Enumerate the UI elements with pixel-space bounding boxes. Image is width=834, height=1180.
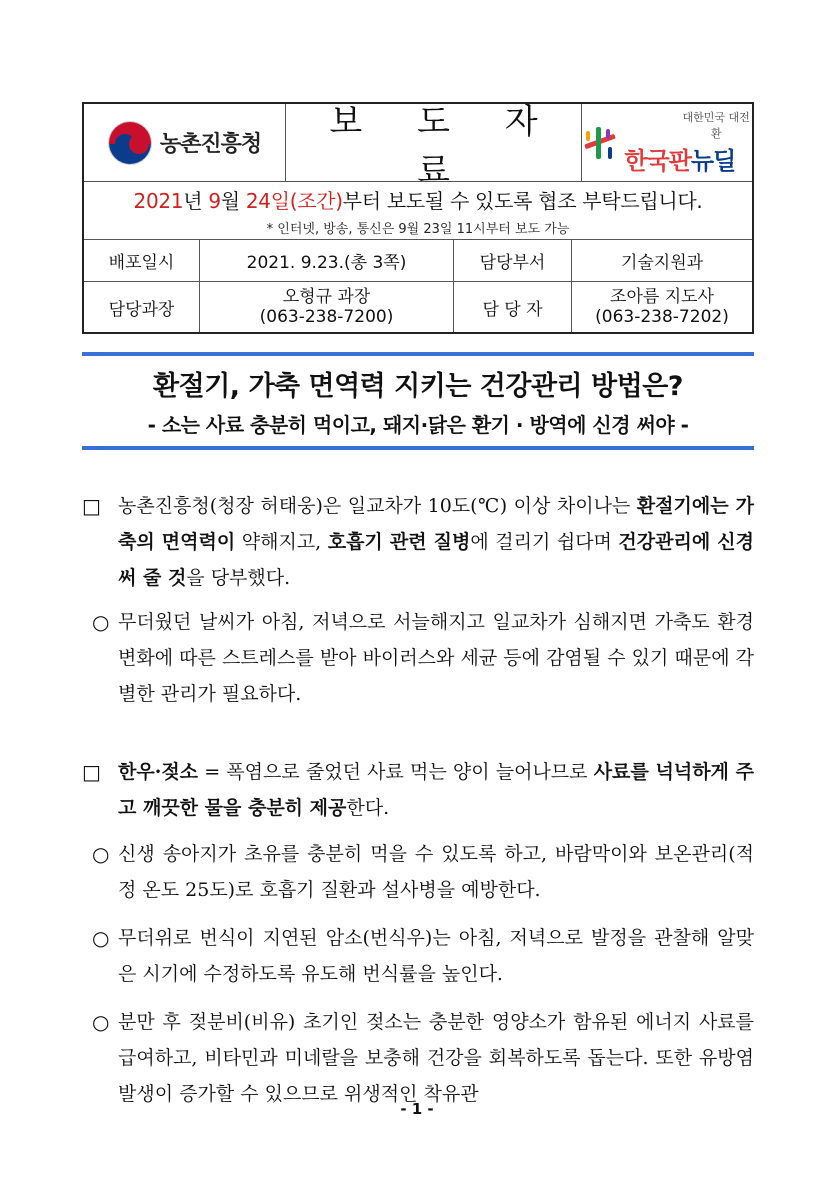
contact-row: [84, 282, 752, 332]
manager-phone: (063-238-7200): [259, 307, 394, 327]
circle-bullet-icon: ○: [92, 926, 110, 950]
taeguk-emblem-icon: [108, 121, 152, 165]
new-deal-tagline: 대한민국 대전환: [682, 111, 750, 140]
article-body: [82, 488, 754, 1112]
dist-label: 배포일시: [84, 240, 200, 281]
headline: 환절기, 가축 면역력 지키는 건강관리 방법은?: [153, 371, 683, 402]
org-name: 농촌진흥청: [159, 132, 262, 157]
manager-label: 담당과장: [84, 282, 200, 332]
square-bullet-icon: □: [82, 760, 101, 784]
dept-label: 담당부서: [454, 240, 572, 281]
embargo-row: [84, 182, 752, 240]
square-bullet-icon: □: [82, 494, 101, 518]
sub-headline: - 소는 사료 충분히 먹이고, 돼지·닭은 환기 · 방역에 신경 써야 -: [147, 413, 689, 437]
paragraph-cattle: [82, 754, 754, 826]
korean-new-deal-logo: [582, 109, 752, 176]
new-deal-mark-icon: [582, 125, 616, 161]
dept-value: 기술지원과: [620, 253, 704, 273]
new-deal-logo-cell: [582, 104, 752, 181]
paragraph-breeding: [82, 920, 754, 992]
staff-label: 담 당 자: [454, 282, 572, 332]
staff-name: 조아름 지도사: [610, 287, 714, 307]
paragraph-calf: [82, 836, 754, 908]
paragraph-text: 무더웠던 날씨가 아침, 저녁으로 서늘해지고 일교차가 심해지면 가축도 환경변화에 따른 스트레스를 받아 바이러스와 세균 등에 감염될 수 있기 때문에 각별한 관리가 필요하다.: [118, 611, 754, 705]
embargo-notice: 2021년 9월 24일(조간)부터 보도될 수 있도록 협조 부탁드립니다.: [133, 188, 703, 213]
paragraph-lead: [82, 488, 754, 596]
manager-name: 오형규 과장: [282, 287, 371, 307]
paragraph-text: 신생 송아지가 초유를 충분히 먹을 수 있도록 하고, 바람막이와 보온관리(적정 온도 25도)로 호흡기 질환과 설사병을 예방한다.: [118, 843, 754, 901]
staff-phone: (063-238-7202): [595, 307, 729, 327]
header-row-logos: [84, 101, 752, 191]
circle-bullet-icon: ○: [92, 842, 110, 866]
manager-contact: [200, 282, 454, 332]
paragraph-text: 무더위로 번식이 지연된 암소(번식우)는 아침, 저녁으로 발정을 관찰해 알맞은 시기에 수정하도록 유도해 번식률을 높인다.: [118, 927, 754, 985]
press-header-table: [82, 102, 754, 334]
paragraph-text: 한우·젖소 = 폭염으로 줄었던 사료 먹는 양이 늘어나므로 사료를 넉넉하게 주고 깨끗한 물을 충분히 제공한다.: [118, 761, 755, 819]
paragraph-detail: [82, 604, 754, 712]
circle-bullet-icon: ○: [92, 610, 110, 634]
headline-box: [82, 352, 754, 450]
new-deal-wordmark: 한국판뉴딜: [624, 147, 736, 175]
circle-bullet-icon: ○: [92, 1010, 110, 1034]
embargo-note: * 인터넷, 방송, 통신은 9월 23일 11시부터 보도 가능: [266, 221, 570, 237]
paragraph-text: 분만 후 젖분비(비유) 초기인 젖소는 충분한 영양소가 함유된 에너지 사료를 급여하고, 비타민과 미네랄을 보충해 건강을 회복하도록 돕는다. 또한 유방염 발생이 증가할 수 있으므로 위생적인 착유관: [118, 1011, 754, 1105]
org-logo-cell: [84, 104, 286, 181]
distribution-row: [84, 240, 752, 282]
paragraph-text: 농촌진흥청(청장 허태웅)은 일교차가 10도(℃) 이상 차이나는 환절기에는 가축의 면역력이 약해지고, 호흡기 관련 질병에 걸리기 쉽다며 건강관리에 신경 써 줄 것을 당부했다.: [118, 495, 754, 589]
staff-contact: [572, 282, 752, 332]
rda-logo: [108, 121, 261, 165]
dist-value: 2021. 9.23.(총 3쪽): [200, 240, 454, 281]
paragraph-dairy: [82, 1004, 754, 1112]
page-number: - 1 -: [400, 1100, 434, 1118]
doc-type-title: 보 도 자 료: [286, 104, 582, 181]
